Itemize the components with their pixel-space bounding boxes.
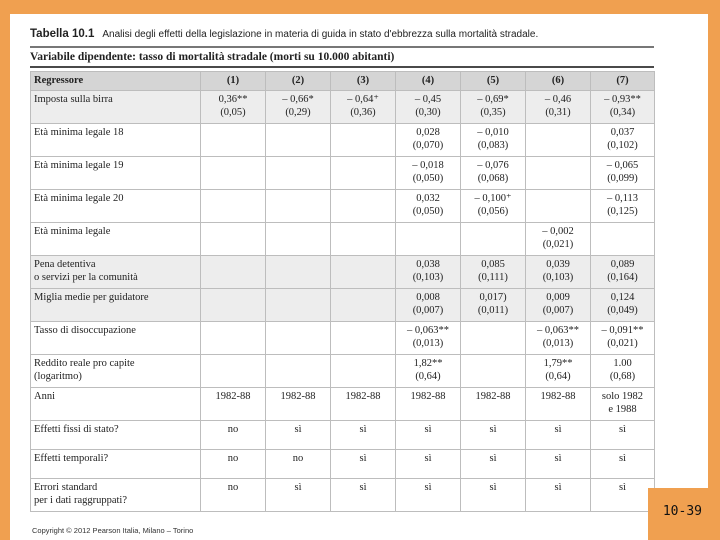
table-cell: – 0,69* (0,35) xyxy=(461,91,526,124)
table-cell: sì xyxy=(526,421,591,450)
row-label: Tasso di disoccupazione xyxy=(31,322,201,355)
table-cell xyxy=(461,322,526,355)
table-cell: – 0,66* (0,29) xyxy=(266,91,331,124)
table-cell: 0,039 (0,103) xyxy=(526,256,591,289)
table-cell xyxy=(331,124,396,157)
table-cell xyxy=(201,223,266,256)
table-cell xyxy=(461,355,526,388)
table-cell: – 0,46 (0,31) xyxy=(526,91,591,124)
table-row xyxy=(31,355,655,388)
table-row xyxy=(31,256,655,289)
table-cell: 1982-88 xyxy=(266,388,331,421)
table-cell xyxy=(266,355,331,388)
table-cell: sì xyxy=(591,479,655,512)
table-row xyxy=(31,322,655,355)
table-cell xyxy=(331,223,396,256)
table-title: Analisi degli effetti della legislazione in materia di guida in stato d'ebbrezza sulla mortalità stradale. xyxy=(102,29,539,40)
table-cell: 0,028 (0,070) xyxy=(396,124,461,157)
table-cell: – 0,076 (0,068) xyxy=(461,157,526,190)
table-caption xyxy=(30,28,538,40)
table-cell xyxy=(526,124,591,157)
row-label: Reddito reale pro capite (logaritmo) xyxy=(31,355,201,388)
table-body xyxy=(31,91,655,512)
header-cell: (3) xyxy=(331,72,396,91)
row-label: Pena detentiva o servizi per la comunità xyxy=(31,256,201,289)
header-cell: (5) xyxy=(461,72,526,91)
table-cell xyxy=(201,157,266,190)
table-cell: – 0,010 (0,083) xyxy=(461,124,526,157)
row-label: Età minima legale 18 xyxy=(31,124,201,157)
table-cell: sì xyxy=(331,450,396,479)
table-cell xyxy=(201,289,266,322)
row-label: Effetti fissi di stato? xyxy=(31,421,201,450)
row-label: Anni xyxy=(31,388,201,421)
table-row xyxy=(31,157,655,190)
table-cell: sì xyxy=(396,421,461,450)
table-cell: 1982-88 xyxy=(201,388,266,421)
row-label: Effetti temporali? xyxy=(31,450,201,479)
table-cell: – 0,64⁺ (0,36) xyxy=(331,91,396,124)
table-header-row xyxy=(31,72,655,91)
table-cell: 1982-88 xyxy=(396,388,461,421)
table-cell: solo 1982 e 1988 xyxy=(591,388,655,421)
table-cell: 0,038 (0,103) xyxy=(396,256,461,289)
table-cell xyxy=(331,322,396,355)
table-cell: 0,124 (0,049) xyxy=(591,289,655,322)
row-label: Errori standard per i dati raggruppati? xyxy=(31,479,201,512)
table-row xyxy=(31,91,655,124)
table-cell: sì xyxy=(461,450,526,479)
table-cell: no xyxy=(201,421,266,450)
table-cell: – 0,45 (0,30) xyxy=(396,91,461,124)
table-cell: sì xyxy=(331,479,396,512)
table-cell: 1,82** (0,64) xyxy=(396,355,461,388)
table-row xyxy=(31,124,655,157)
table-cell: 1982-88 xyxy=(461,388,526,421)
header-cell: (6) xyxy=(526,72,591,91)
table-cell: sì xyxy=(526,450,591,479)
regression-table xyxy=(30,71,655,512)
table-cell: 0,017) (0,011) xyxy=(461,289,526,322)
table-cell xyxy=(331,355,396,388)
table-cell: sì xyxy=(331,421,396,450)
table-cell xyxy=(201,124,266,157)
table-cell: sì xyxy=(396,479,461,512)
slide xyxy=(10,14,708,540)
table-cell: 0,009 (0,007) xyxy=(526,289,591,322)
table-cell: sì xyxy=(526,479,591,512)
table-cell xyxy=(201,355,266,388)
table-cell xyxy=(201,256,266,289)
header-rule xyxy=(30,66,654,68)
table-cell xyxy=(266,157,331,190)
table-row xyxy=(31,479,655,512)
table-cell: 1,79** (0,64) xyxy=(526,355,591,388)
table-cell: no xyxy=(266,450,331,479)
table-cell xyxy=(331,190,396,223)
table-cell xyxy=(526,190,591,223)
table-cell: no xyxy=(201,450,266,479)
table-cell: sì xyxy=(266,479,331,512)
table-cell xyxy=(331,289,396,322)
table-cell xyxy=(331,256,396,289)
table-cell: 0,36** (0,05) xyxy=(201,91,266,124)
table-cell: 0,008 (0,007) xyxy=(396,289,461,322)
table-cell xyxy=(461,223,526,256)
table-cell xyxy=(526,157,591,190)
row-label: Età minima legale 19 xyxy=(31,157,201,190)
header-cell: (4) xyxy=(396,72,461,91)
table-cell xyxy=(266,223,331,256)
table-cell xyxy=(396,223,461,256)
row-label: Imposta sulla birra xyxy=(31,91,201,124)
table-cell: 1.00 (0,68) xyxy=(591,355,655,388)
table-cell: – 0,100⁺ (0,056) xyxy=(461,190,526,223)
table-cell: sì xyxy=(461,479,526,512)
table-cell: 0,037 (0,102) xyxy=(591,124,655,157)
table-cell: – 0,002 (0,021) xyxy=(526,223,591,256)
table-cell: no xyxy=(201,479,266,512)
row-label: Miglia medie per guidatore xyxy=(31,289,201,322)
table-cell: 1982-88 xyxy=(331,388,396,421)
header-cell: (7) xyxy=(591,72,655,91)
table-cell xyxy=(266,289,331,322)
header-cell: Regressore xyxy=(31,72,201,91)
table-cell: – 0,065 (0,099) xyxy=(591,157,655,190)
table-subtitle: Variabile dipendente: tasso di mortalità stradale (morti su 10.000 abitanti) xyxy=(30,51,395,63)
page-number-box xyxy=(648,488,710,540)
table-cell: – 0,063** (0,013) xyxy=(526,322,591,355)
copyright-notice: Copyright © 2012 Pearson Italia, Milano – Torino xyxy=(32,526,194,535)
table-row xyxy=(31,421,655,450)
table-cell xyxy=(331,157,396,190)
regression-table-container xyxy=(30,71,654,512)
table-row xyxy=(31,289,655,322)
table-cell xyxy=(201,322,266,355)
table-cell: 1982-88 xyxy=(526,388,591,421)
table-cell: sì xyxy=(591,450,655,479)
table-cell: sì xyxy=(591,421,655,450)
header-cell: (2) xyxy=(266,72,331,91)
row-label: Età minima legale xyxy=(31,223,201,256)
table-cell xyxy=(201,190,266,223)
table-cell: sì xyxy=(266,421,331,450)
table-cell: 0,085 (0,111) xyxy=(461,256,526,289)
table-row xyxy=(31,388,655,421)
table-label: Tabella 10.1 xyxy=(30,28,95,40)
caption-rule xyxy=(30,46,654,48)
table-cell: 0,032 (0,050) xyxy=(396,190,461,223)
table-row xyxy=(31,190,655,223)
page-number: 10-39 xyxy=(662,504,702,519)
table-cell: – 0,113 (0,125) xyxy=(591,190,655,223)
table-cell: sì xyxy=(461,421,526,450)
table-cell: – 0,091** (0,021) xyxy=(591,322,655,355)
table-cell xyxy=(266,190,331,223)
table-row xyxy=(31,450,655,479)
table-cell xyxy=(266,124,331,157)
table-cell: – 0,063** (0,013) xyxy=(396,322,461,355)
table-cell: – 0,93** (0,34) xyxy=(591,91,655,124)
table-cell: sì xyxy=(396,450,461,479)
table-row xyxy=(31,223,655,256)
row-label: Età minima legale 20 xyxy=(31,190,201,223)
table-cell: – 0,018 (0,050) xyxy=(396,157,461,190)
header-cell: (1) xyxy=(201,72,266,91)
table-cell xyxy=(591,223,655,256)
table-cell: 0,089 (0,164) xyxy=(591,256,655,289)
table-cell xyxy=(266,256,331,289)
table-cell xyxy=(266,322,331,355)
